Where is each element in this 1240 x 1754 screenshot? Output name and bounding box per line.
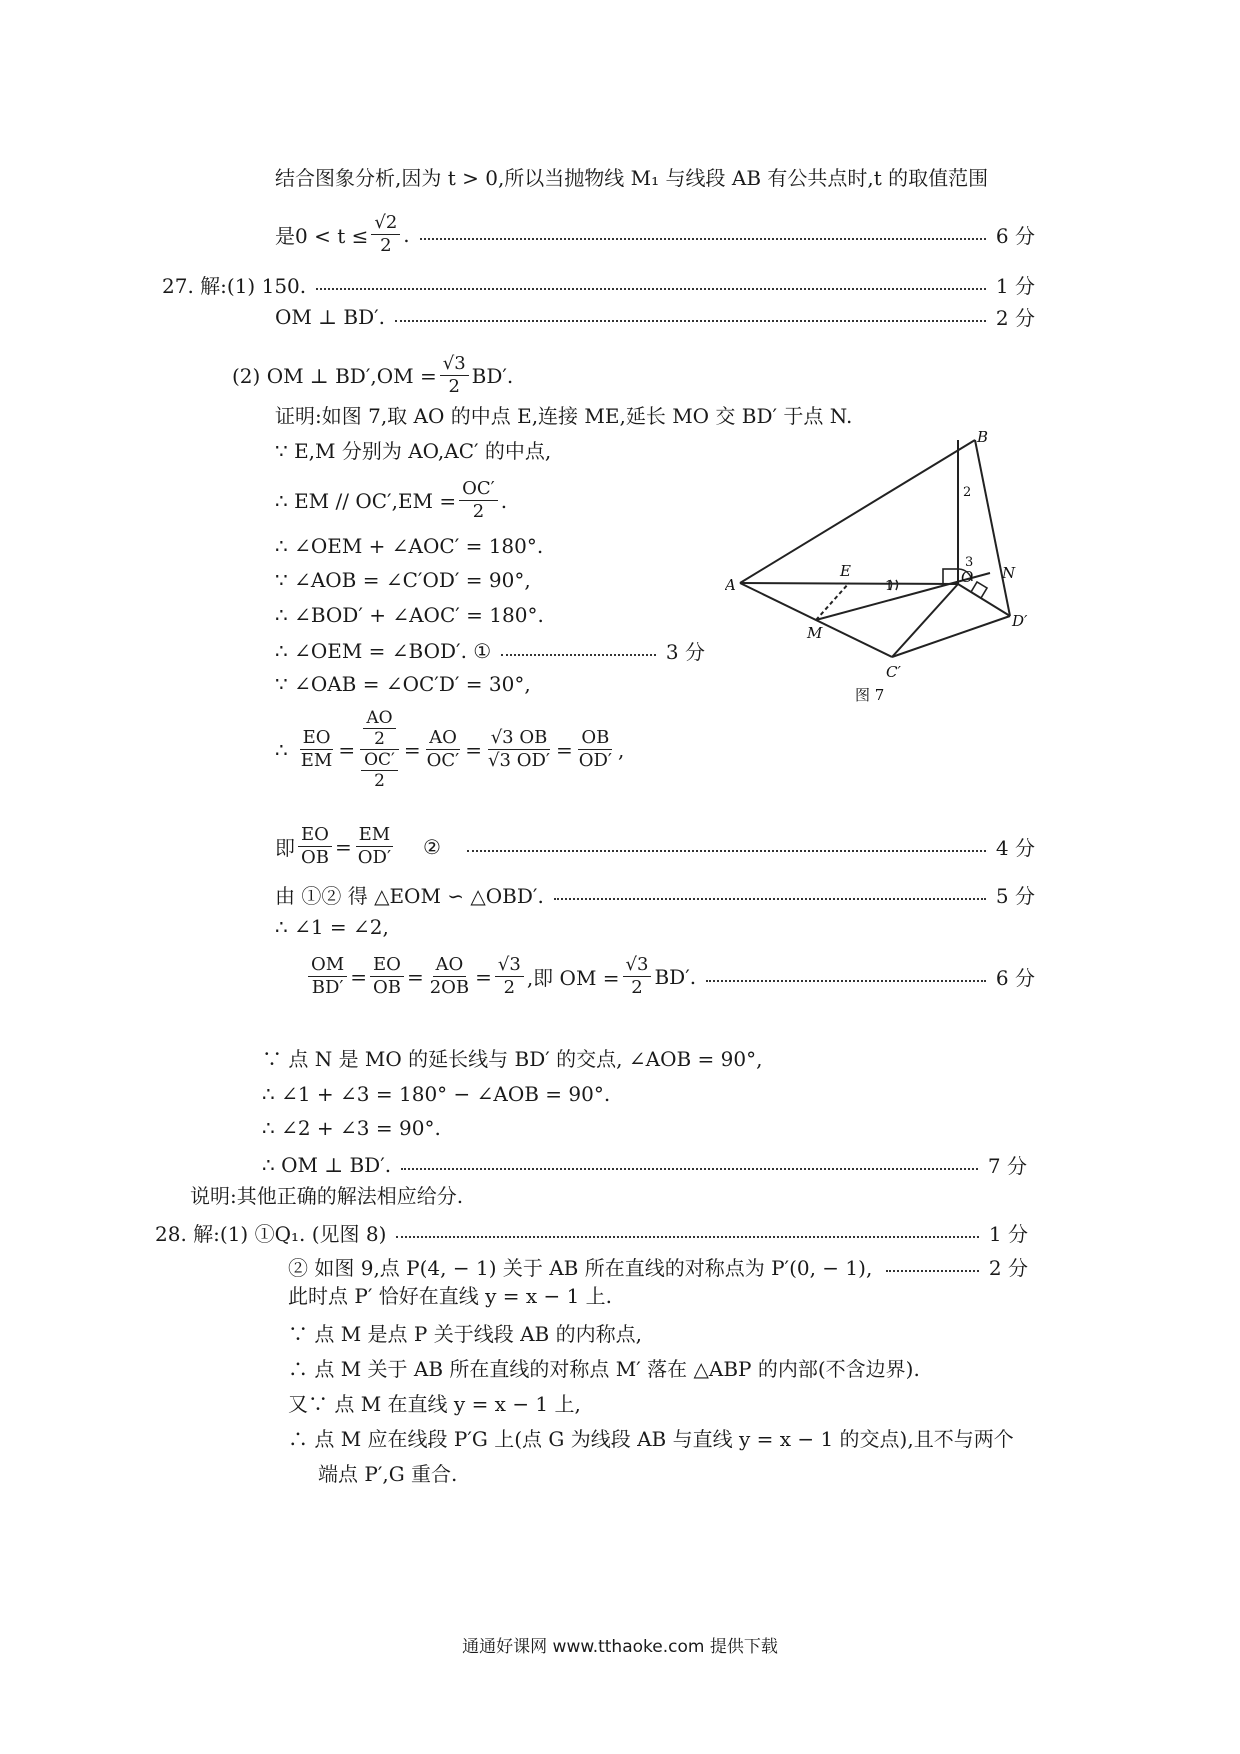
question-label: 27. 解:(1) 150. xyxy=(162,274,307,298)
numerator: AO xyxy=(363,708,395,729)
proof-line xyxy=(275,636,705,665)
text-line: ∴ ∠2 + ∠3 = 90°. xyxy=(262,1116,441,1140)
fraction xyxy=(371,212,400,257)
text-line: 结合图象分析,因为 t > 0,所以当抛物线 M₁ 与线段 AB 有公共点时,t 的取值范围 xyxy=(275,166,989,190)
text-segment: BD′. xyxy=(654,964,697,989)
question-28-line xyxy=(155,1218,1028,1247)
fraction xyxy=(623,954,652,999)
text-line: ∵ E,M 分别为 AO,AC′ 的中点, xyxy=(275,439,552,463)
proof-line: ∴ $\frac{EO}{EM}$ = $\frac{\frac{AO}{2}}{\frac{OC'}{2}}$ = $\frac{AO}{OC'}$ = $\frac{√3 OB}{√3 OD'}$ = $\frac{OB}{OD'}$ , xyxy=(275,708,625,791)
fraction xyxy=(308,954,347,999)
text-segment: ② 如图 9,点 P(4, − 1) 关于 AB 所在直线的对称点为 P′(0, − 1), xyxy=(288,1256,873,1280)
label-B: B xyxy=(977,430,989,446)
text-line: ∴ ∠1 = ∠2, xyxy=(275,915,389,939)
numerator: √3 xyxy=(623,954,652,977)
score: 7 分 xyxy=(987,1154,1027,1178)
text-segment: ∴ OM ⊥ BD′. xyxy=(262,1152,392,1177)
numerator: EO xyxy=(300,727,334,750)
fraction xyxy=(459,478,498,523)
proof-line: $\frac{OM}{BD'}$ = $\frac{EO}{OB}$ = $\frac{AO}{2OB}$ = $\frac{√3}{2}$ ,即 OM = $\frac{√3}{2}$ BD′. 6 分 xyxy=(305,954,1035,999)
label-D: D′ xyxy=(1012,612,1028,630)
segment-ME xyxy=(816,583,849,620)
denominator: OC′ xyxy=(426,750,460,771)
text-segment: BD′. xyxy=(471,363,514,388)
question-label: 28. 解:(1) ①Q₁. (见图 8) xyxy=(155,1222,387,1246)
note: 说明:其他正确的解法相应给分. xyxy=(190,1184,464,1208)
text-segment: (2) OM ⊥ BD′,OM = xyxy=(232,363,437,388)
dot-leader xyxy=(401,1168,978,1170)
answer-line xyxy=(275,212,1035,257)
dot-leader xyxy=(706,980,986,982)
text-segment: 是0 < t ≤ xyxy=(275,224,369,248)
proof-line xyxy=(275,478,507,523)
fraction xyxy=(495,954,524,999)
score: 2 分 xyxy=(988,1256,1028,1280)
text-line: 此时点 P′ 恰好在直线 y = x − 1 上. xyxy=(288,1284,613,1308)
label-C: C′ xyxy=(886,663,901,681)
text-segment: ② xyxy=(423,834,441,859)
score: 3 分 xyxy=(665,640,705,664)
denominator: 2 xyxy=(448,376,460,397)
numerator: AO xyxy=(426,727,460,750)
fraction xyxy=(576,727,615,772)
numerator: OM xyxy=(308,954,347,977)
label-N: N xyxy=(1002,564,1016,582)
dot-leader xyxy=(554,898,986,900)
score: 4 分 xyxy=(995,836,1035,860)
text-line: ∵ ∠OAB = ∠OC′D′ = 30°, xyxy=(275,672,531,696)
segment-OD xyxy=(958,584,1010,616)
fraction xyxy=(298,727,336,772)
angle-label-1: 1 xyxy=(885,579,894,594)
answer-line xyxy=(232,353,513,398)
numerator: √3 xyxy=(495,954,524,977)
text-line: 端点 P′,G 重合. xyxy=(318,1462,458,1486)
denominator: 2 xyxy=(503,977,516,998)
denominator: OB xyxy=(372,977,401,998)
denominator: 2 xyxy=(631,977,643,998)
score: 6 分 xyxy=(995,966,1035,990)
denominator: EM xyxy=(300,750,333,771)
numerator: EO xyxy=(298,824,332,847)
denominator: OB xyxy=(301,847,329,868)
footer: 通通好课网 www.tthaoke.com 提供下载 xyxy=(462,1637,778,1657)
text-line: ∴ ∠1 + ∠3 = 180° − ∠AOB = 90°. xyxy=(262,1082,611,1106)
text-segment: ∴ EM // OC′,EM = xyxy=(275,488,457,513)
denominator: √3 OD′ xyxy=(488,750,550,771)
proof-line xyxy=(275,880,1035,909)
angle-label-3: 3 xyxy=(965,555,974,570)
score: 1 分 xyxy=(995,274,1035,298)
text-line: 证明:如图 7,取 AO 的中点 E,连接 ME,延长 MO 交 BD′ 于点 N. xyxy=(275,404,853,428)
denominator: 2 xyxy=(374,729,385,749)
dot-leader xyxy=(395,320,986,322)
text-line: ∴ ∠OEM + ∠AOC′ = 180°. xyxy=(275,534,544,558)
text-line: ∵ 点 M 是点 P 关于线段 AB 的内称点, xyxy=(288,1322,642,1346)
denominator: BD′ xyxy=(311,977,344,998)
text-line: ∴ ∠BOD′ + ∠AOC′ = 180°. xyxy=(275,603,544,627)
question-27-line xyxy=(162,270,1035,299)
numerator: EO xyxy=(370,954,404,977)
denominator: 2 xyxy=(472,501,485,522)
score: 1 分 xyxy=(988,1222,1028,1246)
numerator: EM xyxy=(356,824,394,847)
text-line: ∴ 点 M 关于 AB 所在直线的对称点 M′ 落在 △ABP 的内部(不含边界). xyxy=(288,1357,920,1381)
text-line: ∴ 点 M 应在线段 P′G 上(点 G 为线段 AB 与直线 y = x − 1 的交点),且不与两个 xyxy=(288,1427,1014,1451)
fraction xyxy=(485,727,553,772)
dot-leader xyxy=(501,654,656,656)
proof-line: 即 $\frac{EO}{OB}$ = $\frac{EM}{OD'}$ ② 4 分 xyxy=(275,824,1035,868)
text-line: 又∵ 点 M 在直线 y = x − 1 上, xyxy=(288,1392,581,1416)
numerator: OC′ xyxy=(459,478,498,501)
compound-fraction xyxy=(358,708,401,791)
dot-leader xyxy=(420,238,986,240)
score: 2 分 xyxy=(995,306,1035,330)
numerator xyxy=(360,708,398,750)
answer-line xyxy=(275,302,1035,331)
text-segment: 即 xyxy=(275,836,295,860)
label-M: M xyxy=(807,624,823,642)
numerator: √2 xyxy=(371,212,400,235)
text-segment: . xyxy=(403,222,410,247)
numerator: √3 xyxy=(440,353,469,376)
dot-leader xyxy=(316,288,986,290)
score: 6 分 xyxy=(995,224,1035,248)
label-A: A xyxy=(725,576,736,594)
numerator: √3 OB xyxy=(488,727,551,750)
segment-BD xyxy=(975,440,1010,616)
denominator: 2OB xyxy=(429,977,470,998)
fraction xyxy=(427,954,472,999)
denominator: 2 xyxy=(374,771,385,791)
text-segment: ∴ ∠OEM = ∠BOD′. ① xyxy=(275,638,492,663)
label-E: E xyxy=(840,562,851,580)
text-line: ∵ ∠AOB = ∠C′OD′ = 90°, xyxy=(275,568,531,592)
fraction xyxy=(355,824,394,869)
score: 5 分 xyxy=(995,884,1035,908)
numerator: OB xyxy=(578,727,612,750)
proof-line xyxy=(262,1150,1027,1179)
figure-caption: 图 7 xyxy=(855,686,885,704)
label-O: O xyxy=(961,568,974,586)
right-angle-mark xyxy=(971,582,987,598)
denominator: 2 xyxy=(380,235,392,256)
fraction xyxy=(370,954,404,999)
denominator: OD′ xyxy=(578,750,613,771)
fraction xyxy=(298,824,332,869)
dot-leader xyxy=(886,1270,979,1272)
dot-leader xyxy=(396,1236,979,1238)
text-line: ∵ 点 N 是 MO 的延长线与 BD′ 的交点, ∠AOB = 90°, xyxy=(262,1047,763,1071)
answer-line xyxy=(288,1252,1028,1281)
denominator: OD′ xyxy=(357,847,392,868)
text-segment: OM ⊥ BD′. xyxy=(275,304,386,329)
text-segment: ,即 OM = xyxy=(526,966,620,990)
segment-AB xyxy=(740,440,975,583)
angle-mark xyxy=(896,580,898,590)
numerator: AO xyxy=(433,954,467,977)
text-segment: . xyxy=(500,488,508,513)
angle-label-2: 2 xyxy=(963,485,972,500)
fraction xyxy=(440,353,469,398)
dot-leader xyxy=(467,850,986,852)
denominator xyxy=(358,750,401,791)
numerator: OC′ xyxy=(361,750,398,771)
fraction xyxy=(424,727,463,772)
text-segment: ∴ xyxy=(275,737,288,762)
text-segment: 由 ①② 得 △EOM ∽ △OBD′. xyxy=(275,884,544,908)
geometry-figure-7 xyxy=(725,430,1045,710)
